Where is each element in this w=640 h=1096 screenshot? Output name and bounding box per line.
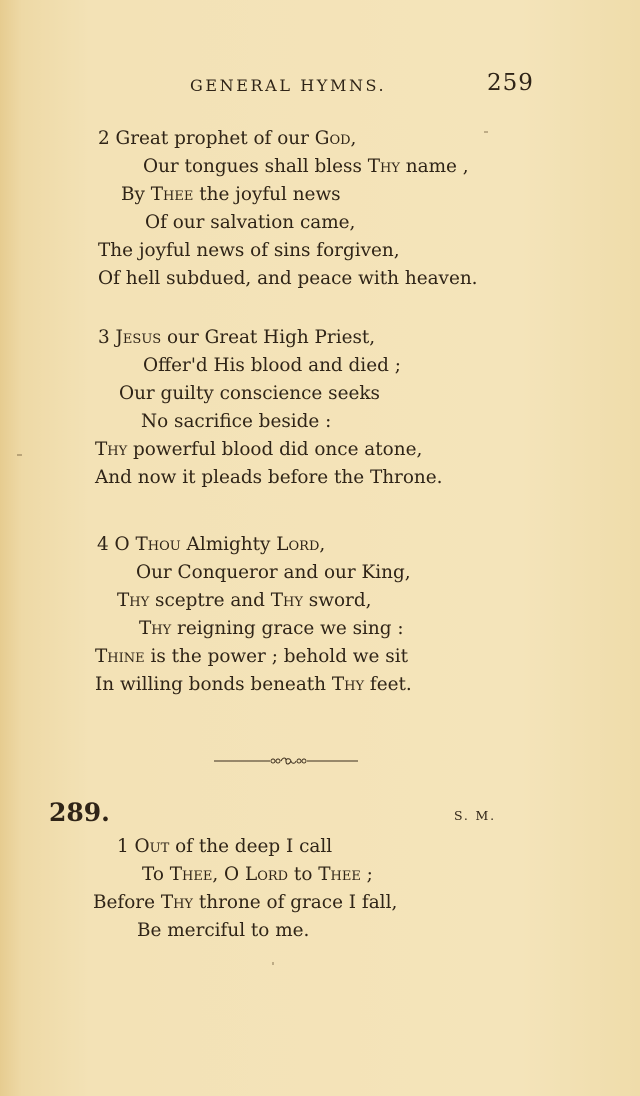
hymn-meter: S. M. [454,808,496,823]
stanza-4-line-2: Our Conqueror and our King, [136,562,411,583]
hymn-289-line-1: 1 Out of the deep I call [117,836,333,857]
stanza-4-line-5: Thine is the power ; behold we sit [95,646,408,667]
stanza-4-line-1: 4 O Thou Almighty Lord, [97,534,326,555]
stanza-3-line-2: Offer'd His blood and died ; [143,355,401,376]
stanza-4-line-3: Thy sceptre and Thy sword, [117,590,372,611]
hymn-number: 289. [49,798,110,827]
paper-speck [272,962,274,965]
hymn-289-line-4: Be merciful to me. [137,920,310,941]
running-head: GENERAL HYMNS. [190,76,387,95]
stanza-3-line-4: No sacrifice beside : [141,411,332,432]
stanza-2-line-1: 2 Great prophet of our God, [98,128,357,149]
paper-speck [17,454,22,456]
stanza-3-line-6: And now it pleads before the Throne. [95,467,443,488]
stanza-2-line-2: Our tongues shall bless Thy name , [143,156,469,177]
stanza-4-line-6: In willing bonds beneath Thy feet. [95,674,412,695]
stanza-3-line-1: 3 Jesus our Great High Priest, [98,327,376,348]
stanza-2-line-6: Of hell subdued, and peace with heaven. [98,268,478,289]
stanza-3-line-3: Our guilty conscience seeks [119,383,380,404]
stanza-2-line-4: Of our salvation came, [145,212,356,233]
stanza-2-line-5: The joyful news of sins forgiven, [98,240,400,261]
hymn-289-line-2: To Thee, O Lord to Thee ; [142,864,373,885]
ornament-divider [214,757,358,765]
hymn-289-line-3: Before Thy throne of grace I fall, [93,892,398,913]
stanza-3-line-5: Thy powerful blood did once atone, [95,439,423,460]
stanza-2-line-3: By Thee the joyful news [121,184,341,205]
paper-speck [484,131,488,133]
stanza-4-line-4: Thy reigning grace we sing : [139,618,404,639]
page-number: 259 [487,70,534,96]
